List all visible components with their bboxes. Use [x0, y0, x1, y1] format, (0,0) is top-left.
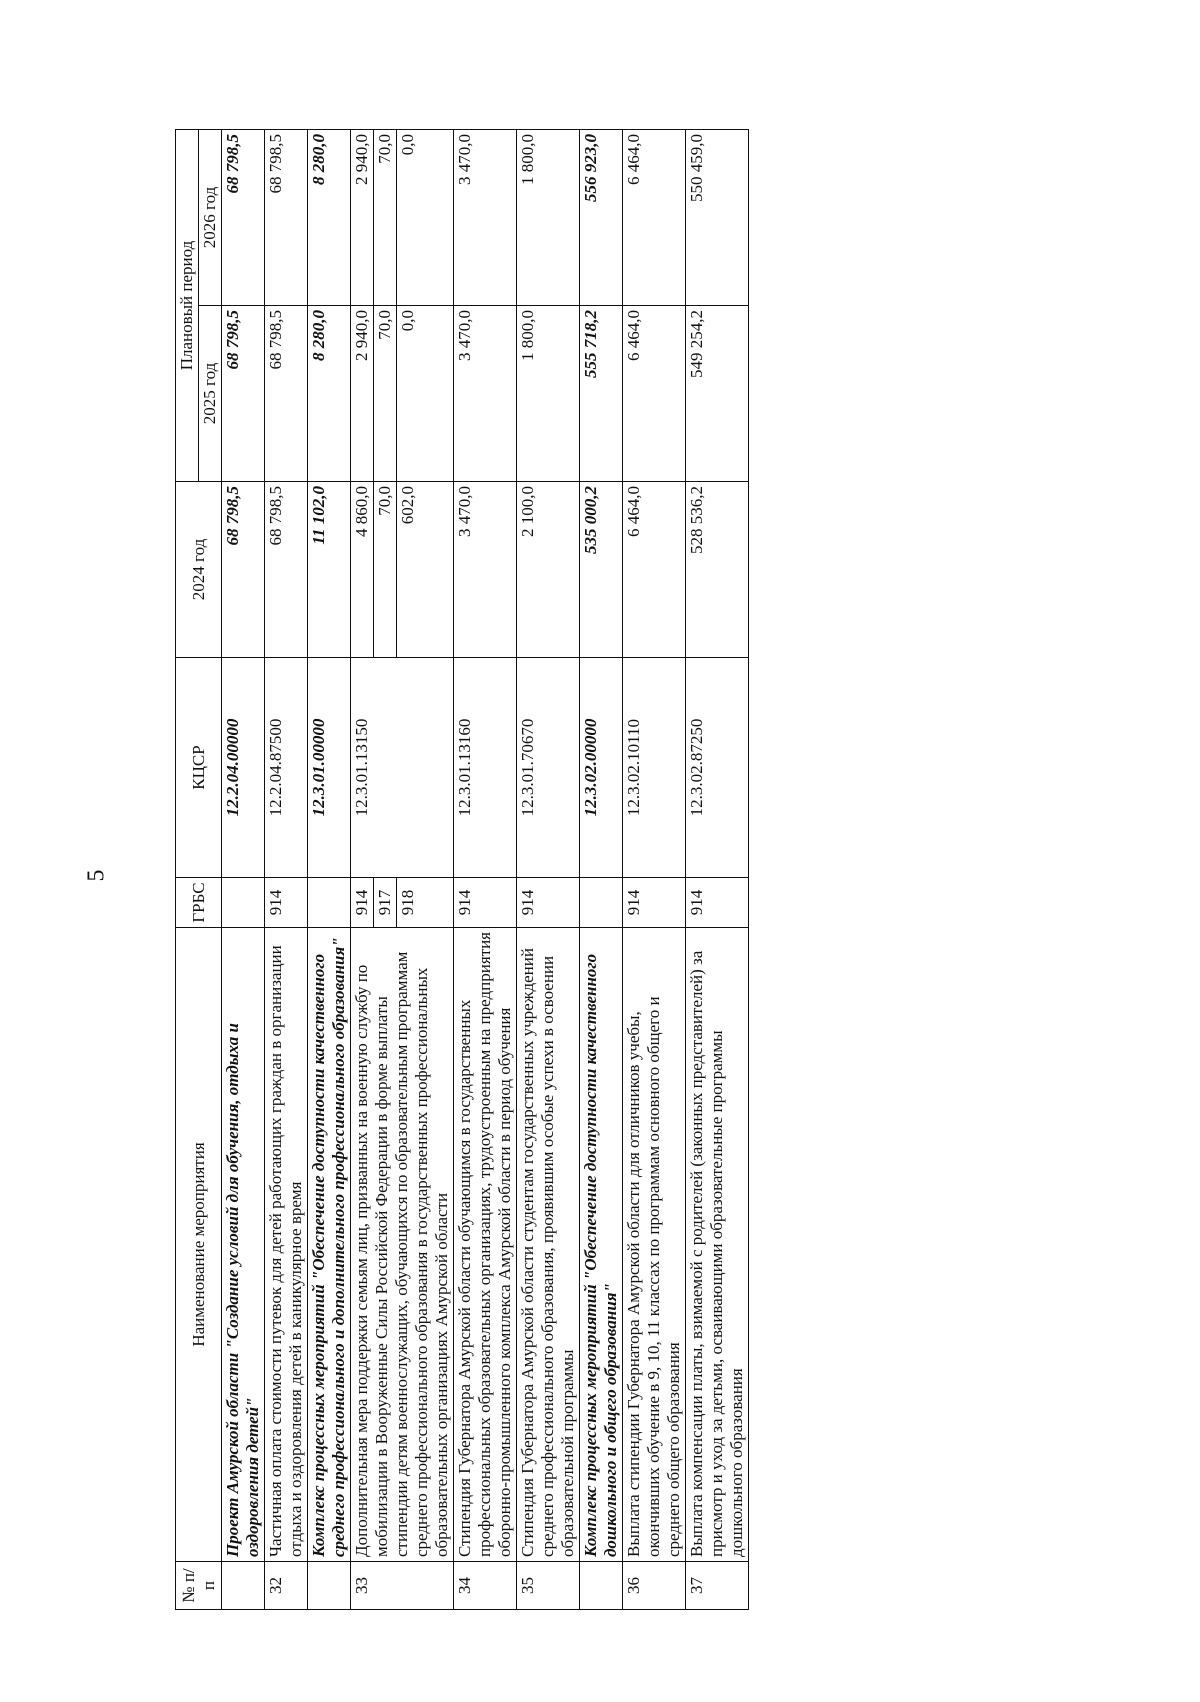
row-2024: 4 860,0	[352, 486, 371, 537]
row-kcsr: 12.3.01.70670	[517, 658, 580, 878]
table-row	[623, 129, 686, 1609]
row-name: Стипендия Губернатора Амурской области обучающимся в государственных профессиональных образовательных организациях, трудоустроенным на предприятия оборонно-промышленного комплекса Амурской области в период обучения	[454, 928, 517, 1562]
row-name: Дополнительная мера поддержки семьям лиц, призванных на военную службу по мобилизации в Вооруженные Силы Российской Федерации в форме выплаты стипендии детям военнослужащих, обучающихся по образовательным программам среднего профессионального образования в государственных профессиональных образовательных организациях Амурской области	[351, 928, 454, 1562]
header-2026: 2026 год	[199, 129, 222, 305]
row-2024: 2 100,0	[517, 482, 580, 658]
row-name: Комплекс процессных мероприятий "Обеспечение доступности качественного среднего профессионального и дополнительного профессионального образования"	[308, 928, 351, 1562]
table-row	[222, 129, 265, 1609]
row-2024: 11 102,0	[308, 482, 351, 658]
row-kcsr: 12.3.02.10110	[623, 658, 686, 878]
row-2024: 70,0	[373, 482, 396, 657]
row-num: 32	[265, 1562, 308, 1610]
row-name: Комплекс процессных мероприятий "Обеспечение доступности качественного дошкольного и общего образования"	[580, 928, 623, 1562]
page-number: 5	[83, 869, 110, 882]
table-row	[454, 129, 517, 1609]
row-2024: 602,0	[396, 482, 419, 657]
row-2026: 70,0	[373, 130, 396, 305]
row-2024: 3 470,0	[454, 482, 517, 658]
row-2026: 0,0	[396, 130, 419, 305]
row-grbs-group	[351, 878, 454, 928]
table-row	[517, 129, 580, 1609]
row-grbs: 918	[396, 878, 419, 927]
row-grbs: 914	[686, 878, 749, 928]
rotated-table-area	[175, 130, 1055, 1610]
row-grbs: 914	[623, 878, 686, 928]
row-kcsr: 12.3.02.00000	[580, 658, 623, 878]
table-row	[308, 129, 351, 1609]
table-row	[351, 129, 454, 1609]
row-grbs: 914	[517, 878, 580, 928]
table-row	[686, 129, 749, 1609]
row-2025: 0,0	[396, 306, 419, 481]
row-num: 35	[517, 1562, 580, 1610]
row-2025: 2 940,0	[352, 310, 371, 361]
row-2026: 556 923,0	[580, 129, 623, 305]
row-kcsr: 12.3.01.00000	[308, 658, 351, 878]
row-2024: 68 798,5	[222, 482, 265, 658]
row-2026: 68 798,5	[265, 129, 308, 305]
row-2025: 549 254,2	[686, 306, 749, 482]
header-name: Наименование мероприятия	[176, 928, 222, 1562]
header-kcsr: КЦСР	[176, 658, 222, 878]
row-2026-group	[351, 129, 454, 305]
row-2026: 3 470,0	[454, 129, 517, 305]
row-2024: 6 464,0	[623, 482, 686, 658]
row-grbs: 914	[454, 878, 517, 928]
header-num: № п/п	[176, 1562, 222, 1610]
row-2026: 8 280,0	[308, 129, 351, 305]
row-name: Выплата компенсации платы, взимаемой с родителей (законных представителей) за присмотр и уход за детьми, осваивающими образовательные программы дошкольного образования	[686, 928, 749, 1562]
row-2026: 1 800,0	[517, 129, 580, 305]
row-2025: 70,0	[373, 306, 396, 481]
row-grbs: 914	[265, 878, 308, 928]
row-2026: 68 798,5	[222, 129, 265, 305]
row-grbs: 917	[373, 878, 396, 927]
row-2025-group	[351, 306, 454, 482]
row-2024: 68 798,5	[265, 482, 308, 658]
row-num: 36	[623, 1562, 686, 1610]
table-row	[580, 129, 623, 1609]
header-2025: 2025 год	[199, 306, 222, 482]
row-num: 33	[351, 1562, 454, 1610]
row-2025: 3 470,0	[454, 306, 517, 482]
row-2025: 8 280,0	[308, 306, 351, 482]
budget-table	[175, 129, 749, 1610]
row-kcsr: 12.3.01.13150	[351, 658, 454, 878]
row-name: Частичная оплата стоимости путевок для детей работающих граждан в организации отдыха и оздоровления детей в каникулярное время	[265, 928, 308, 1562]
row-name: Стипендия Губернатора Амурской области студентам государственных учреждений среднего профессионального образования, проявившим особые успехи в освоении образовательной программы	[517, 928, 580, 1562]
row-name: Проект Амурской области "Создание условий для обучения, отдыха и оздоровления детей"	[222, 928, 265, 1562]
row-2026: 6 464,0	[623, 129, 686, 305]
row-name: Выплата стипендии Губернатора Амурской области для отличников учебы, окончивших обучение в 9, 10, 11 классах по программам основного общего и среднего общего образования	[623, 928, 686, 1562]
row-kcsr: 12.2.04.87500	[265, 658, 308, 878]
row-kcsr: 12.2.04.00000	[222, 658, 265, 878]
row-2025: 1 800,0	[517, 306, 580, 482]
row-num: 34	[454, 1562, 517, 1610]
table-row	[265, 129, 308, 1609]
header-plan-period: Плановый период	[176, 129, 199, 481]
row-num: 37	[686, 1562, 749, 1610]
row-2024-group	[351, 482, 454, 658]
header-grbs: ГРБС	[176, 878, 222, 928]
row-kcsr: 12.3.02.87250	[686, 658, 749, 878]
row-2026: 550 459,0	[686, 129, 749, 305]
row-2025: 68 798,5	[222, 306, 265, 482]
header-2024: 2024 год	[176, 482, 222, 658]
row-grbs: 914	[352, 889, 371, 916]
row-2026: 2 940,0	[352, 133, 371, 185]
row-kcsr: 12.3.01.13160	[454, 658, 517, 878]
row-2024: 535 000,2	[580, 482, 623, 658]
row-2025: 6 464,0	[623, 306, 686, 482]
row-2025: 555 718,2	[580, 306, 623, 482]
row-2024: 528 536,2	[686, 482, 749, 658]
row-2025: 68 798,5	[265, 306, 308, 482]
